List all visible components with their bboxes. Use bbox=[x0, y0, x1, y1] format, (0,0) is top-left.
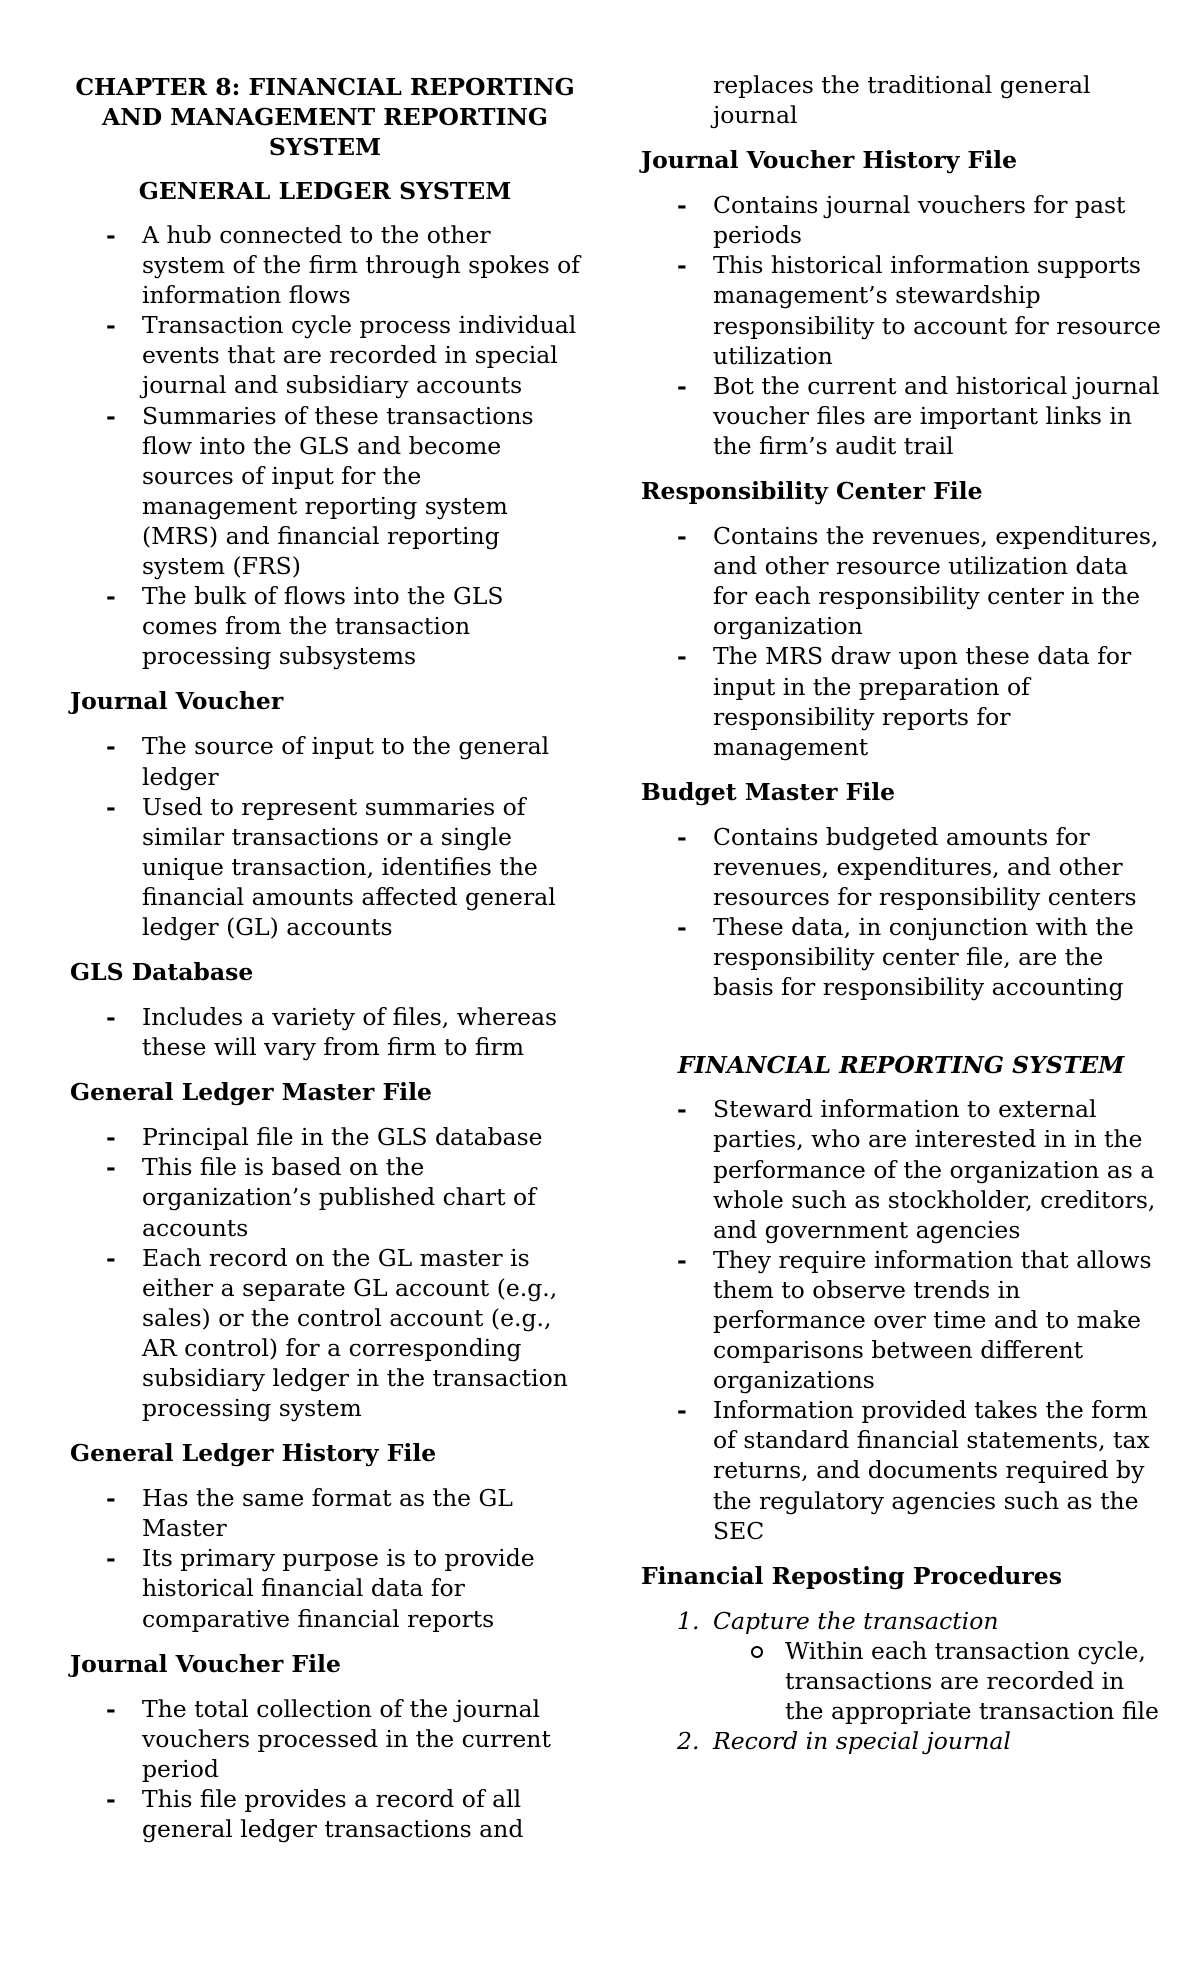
list-item: - This historical information supports management’s stewardship responsibility to account for resource utilization bbox=[677, 251, 1161, 370]
list-item: - Summaries of these transactions flow into the GLS and become sources of input for the management reporting system (MRS) and financial reporting system (FRS) bbox=[106, 401, 534, 581]
step-title: Capture the transaction bbox=[713, 1606, 999, 1635]
list-item: - This file is based on the organization’s published chart of accounts bbox=[106, 1153, 536, 1242]
section-heading-gls-database: GLS Database bbox=[70, 958, 254, 987]
list-item: - These data, in conjunction with the responsibility center file, are the basis for responsibility accounting bbox=[677, 913, 1134, 1002]
right-column bbox=[641, 70, 1161, 1756]
list-item: - Bot the current and historical journal voucher files are important links in the firm’s audit trail bbox=[677, 371, 1160, 460]
list-item: - The source of input to the general ledger bbox=[106, 732, 550, 791]
list-item: - Principal file in the GLS database bbox=[106, 1123, 543, 1152]
gl-history-file-list bbox=[70, 1483, 580, 1633]
list-item: - Contains budgeted amounts for revenues, expenditures, and other resources for responsibility centers bbox=[677, 822, 1137, 911]
list-item: - Transaction cycle process individual events that are recorded in special journal and subsidiary accounts bbox=[106, 311, 577, 400]
dash-bullet: - bbox=[106, 1484, 116, 1513]
dash-bullet: - bbox=[106, 1153, 116, 1182]
list-item: - Includes a variety of files, whereas these will vary from firm to firm bbox=[106, 1003, 558, 1062]
section-heading-frs: FINANCIAL REPORTING SYSTEM bbox=[677, 1051, 1125, 1080]
section-heading-budget-master-file: Budget Master File bbox=[641, 777, 896, 806]
list-item: Within each transaction cycle, transactions are recorded in the appropriate transaction file bbox=[713, 1636, 1161, 1726]
gl-master-file-list bbox=[70, 1122, 580, 1423]
dash-bullet: - bbox=[106, 311, 116, 340]
dash-bullet: - bbox=[106, 401, 116, 430]
dash-bullet: - bbox=[106, 732, 116, 761]
jv-file-list bbox=[70, 1694, 580, 1844]
dash-bullet: - bbox=[677, 522, 687, 551]
gls-list bbox=[70, 220, 580, 671]
dash-bullet: - bbox=[677, 1095, 687, 1124]
list-item: - The bulk of flows into the GLS comes from the transaction processing subsystems bbox=[106, 582, 504, 671]
list-item: - Has the same format as the GL Master bbox=[106, 1484, 513, 1543]
list-item: - Steward information to external parties, who are interested in in the performance of the organization as a whole such as stockholder, creditors, and government agencies bbox=[677, 1095, 1156, 1244]
jv-file-continuation: replaces the traditional general journal bbox=[713, 71, 1091, 130]
dash-bullet: - bbox=[677, 913, 687, 942]
dash-bullet: - bbox=[106, 1784, 116, 1813]
section-heading-gls: GENERAL LEDGER SYSTEM bbox=[138, 177, 512, 205]
responsibility-center-file-list bbox=[641, 521, 1161, 762]
dash-bullet: - bbox=[677, 1245, 687, 1274]
dash-bullet: - bbox=[106, 1243, 116, 1272]
procedure-step bbox=[641, 1606, 1161, 1726]
step-number: 2. bbox=[677, 1727, 700, 1756]
page-title: CHAPTER 8: FINANCIAL REPORTING AND MANAGEMENT REPORTING SYSTEM bbox=[75, 73, 575, 161]
list-item: - The MRS draw upon these data for input in the preparation of responsibility reports for management bbox=[677, 642, 1132, 761]
dash-bullet: - bbox=[106, 221, 116, 249]
jv-history-file-list bbox=[641, 190, 1161, 461]
budget-master-file-list bbox=[641, 822, 1161, 1003]
list-item: - Information provided takes the form of standard financial statements, tax returns, and documents required by the regulatory agencies such as the SEC bbox=[677, 1396, 1150, 1545]
dash-bullet: - bbox=[677, 251, 687, 280]
step-title: Record in special journal bbox=[713, 1727, 1011, 1756]
dash-bullet: - bbox=[106, 1694, 116, 1723]
section-heading-procedures: Financial Reposting Procedures bbox=[641, 1561, 1062, 1590]
section-spacer bbox=[641, 1017, 1161, 1050]
step-subitems bbox=[713, 1636, 1161, 1726]
list-item: - The total collection of the journal vouchers processed in the current period bbox=[106, 1694, 551, 1783]
dash-bullet: - bbox=[106, 1123, 116, 1152]
list-item: - Its primary purpose is to provide historical financial data for comparative financial reports bbox=[106, 1544, 535, 1633]
section-heading-gl-history-file: General Ledger History File bbox=[70, 1439, 437, 1468]
dash-bullet: - bbox=[677, 1396, 687, 1425]
procedures-list bbox=[641, 1606, 1161, 1756]
list-item: - They require information that allows them to observe trends in performance over time and to make comparisons between different organizations bbox=[677, 1245, 1152, 1395]
dash-bullet: - bbox=[677, 822, 687, 851]
left-column bbox=[70, 72, 580, 1859]
section-heading-gl-master-file: General Ledger Master File bbox=[70, 1078, 432, 1107]
list-item: - Contains journal vouchers for past periods bbox=[677, 191, 1126, 250]
list-item: - This file provides a record of all general ledger transactions and bbox=[106, 1784, 524, 1844]
dash-bullet: - bbox=[106, 792, 116, 821]
section-heading-responsibility-center-file: Responsibility Center File bbox=[641, 477, 983, 506]
procedure-step bbox=[641, 1726, 1161, 1756]
dash-bullet: - bbox=[677, 371, 687, 400]
dash-bullet: - bbox=[677, 191, 687, 220]
section-heading-jv-history-file: Journal Voucher History File bbox=[641, 146, 1018, 175]
list-item: - Contains the revenues, expenditures, and other resource utilization data for each responsibility center in the organization bbox=[677, 522, 1159, 641]
list-item: - Used to represent summaries of similar transactions or a single unique transaction, identifies the financial amounts affected general ledger (GL) accounts bbox=[106, 792, 556, 941]
list-item: - A hub connected to the other system of the firm through spokes of information flows bbox=[106, 221, 580, 310]
dash-bullet: - bbox=[677, 642, 687, 671]
circle-bullet-icon bbox=[751, 1646, 763, 1658]
frs-list bbox=[641, 1094, 1161, 1545]
dash-bullet: - bbox=[106, 1003, 116, 1032]
section-heading-journal-voucher: Journal Voucher bbox=[70, 687, 284, 716]
gls-database-list bbox=[70, 1002, 580, 1062]
section-heading-jv-file: Journal Voucher File bbox=[70, 1649, 341, 1678]
step-number: 1. bbox=[677, 1606, 700, 1635]
journal-voucher-list bbox=[70, 731, 580, 942]
dash-bullet: - bbox=[106, 1544, 116, 1573]
dash-bullet: - bbox=[106, 582, 116, 611]
list-item: - Each record on the GL master is either a separate GL account (e.g., sales) or the control account (e.g., AR control) for a corresponding subsidiary ledger in the transaction processing system bbox=[106, 1243, 568, 1423]
